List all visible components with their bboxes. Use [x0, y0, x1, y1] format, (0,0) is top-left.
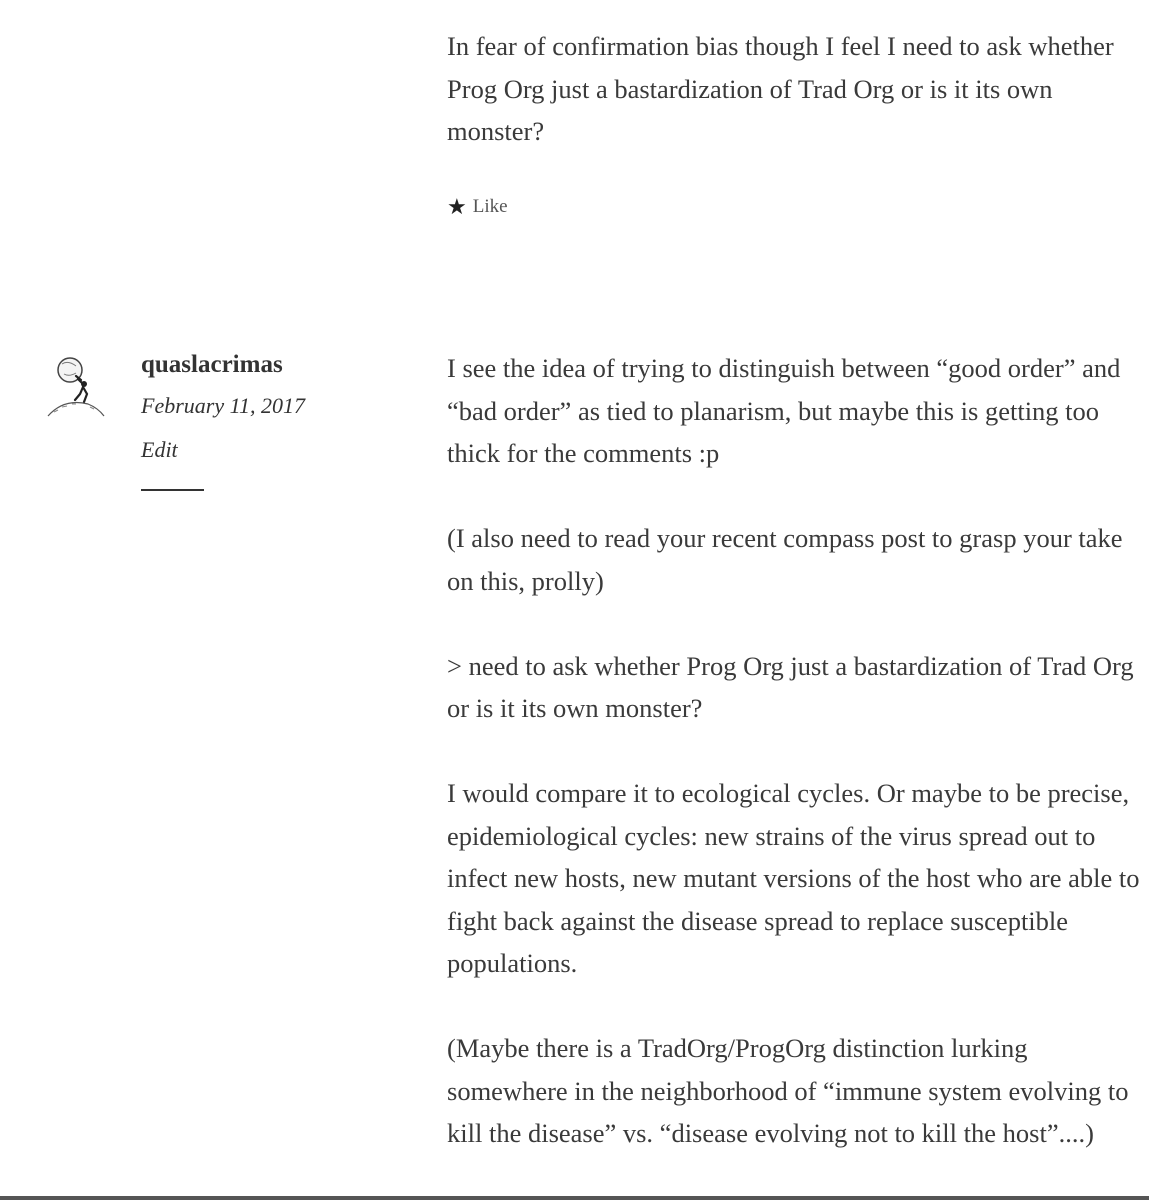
sisyphus-avatar-icon — [44, 350, 108, 420]
comment-paragraph: (Maybe there is a TradOrg/ProgOrg distinction lurking somewhere in the neighborhood of “immune system evolving to kill the disease” vs. “disease evolving not to kill the host”....) — [447, 1033, 1129, 1148]
like-button[interactable] — [447, 196, 508, 218]
bottom-border — [0, 1196, 1149, 1200]
comment-date[interactable]: February 11, 2017 — [141, 393, 305, 418]
comment-paragraph: (I also need to read your recent compass post to grasp your take on this, prolly) — [447, 523, 1123, 596]
comment-paragraph: I see the idea of trying to distinguish between “good order” and “bad order” as tied to planarism, but maybe this is getting too thick for the comments :p — [447, 353, 1121, 468]
comment-body — [447, 347, 1147, 1197]
divider — [141, 489, 204, 491]
like-label: Like — [472, 196, 508, 217]
comment-paragraph: I would compare it to ecological cycles. Or maybe to be precise, epidemiological cycles: new strains of the virus spread out to infect new hosts, new mutant versions of the host who are able to fight back against the disease spread to replace susceptible populations. — [447, 778, 1140, 978]
star-icon: ★ — [447, 194, 467, 219]
avatar[interactable] — [44, 350, 108, 420]
comment-paragraph: In fear of confirmation bias though I feel I need to ask whether Prog Org just a bastardization of Trad Org or is it its own monster? — [447, 31, 1114, 146]
comment-author[interactable]: quaslacrimas — [141, 351, 283, 378]
previous-comment-body — [447, 25, 1147, 195]
edit-link[interactable]: Edit — [141, 437, 178, 462]
comment-paragraph: > need to ask whether Prog Org just a bastardization of Trad Org or is it its own monster? — [447, 650, 1134, 723]
